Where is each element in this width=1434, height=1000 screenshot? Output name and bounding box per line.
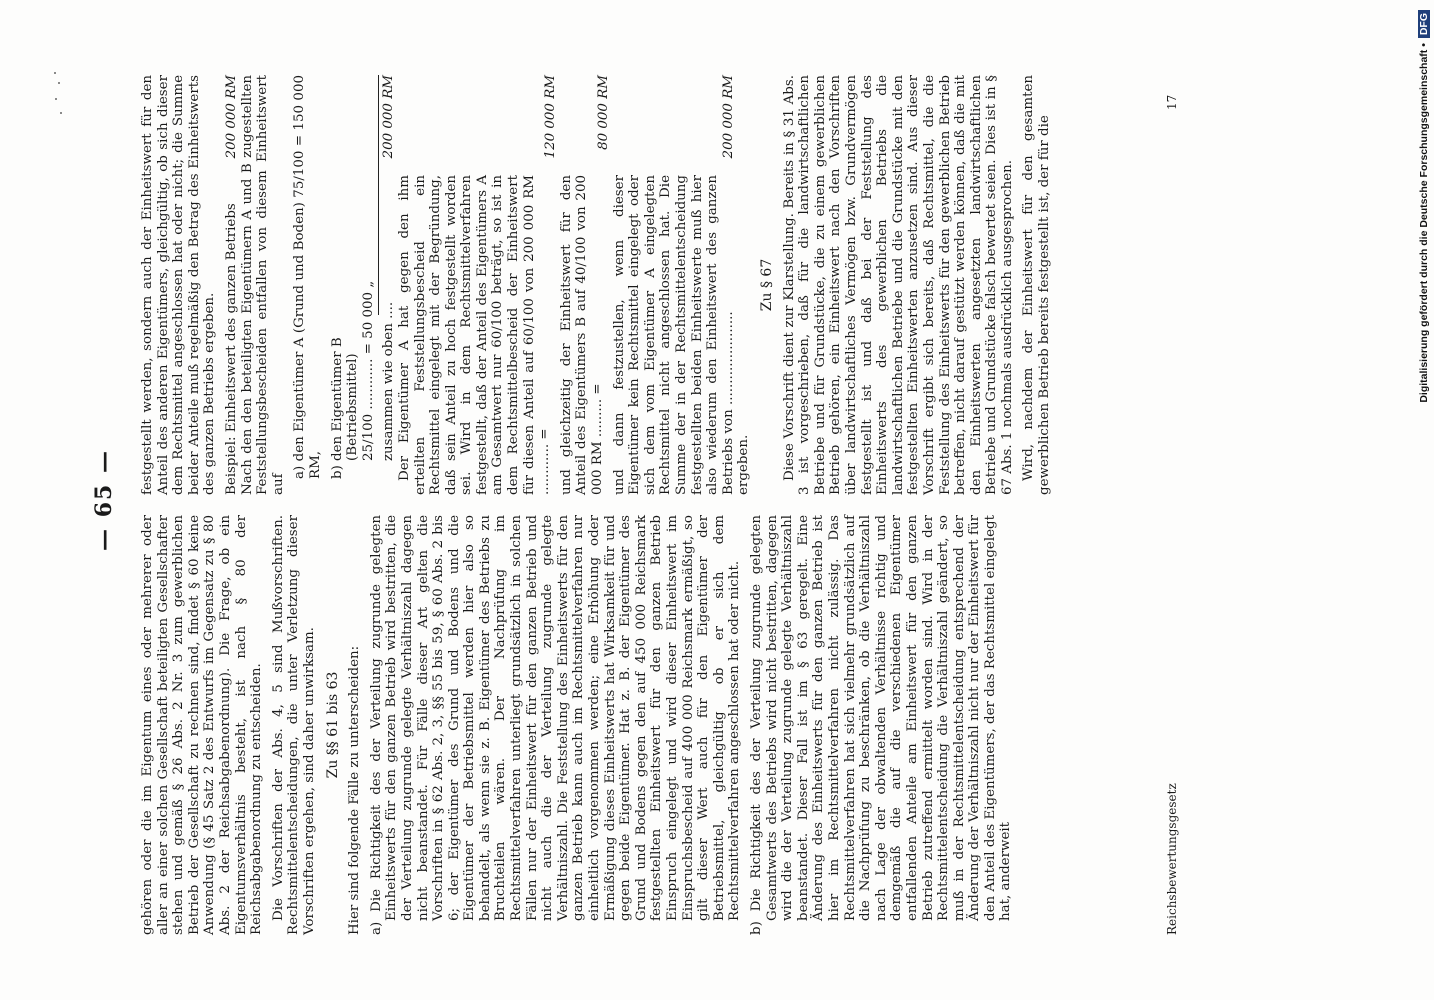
p3-amount: 80 000 RM	[596, 75, 612, 150]
p2-amount: 120 000 RM	[543, 75, 559, 159]
right-paragraph-5: Diese Vorschrift dient zur Klarstellung. Bereits in § 31 Abs. 3 ist vorgeschrieben, daß für die landwirtschaftlichen Betriebe und für Grundstücke, die zu einem gewerblichen Betrieb gehören, ein Einheitswert nach den Vorschriften über landwirtschaftliches Vermögen bzw. Grundvermögen festgestellt ist und daß bei der Feststellung des Einheitswerts des gewerblichen Betriebs die landwirtschaftlichen Betriebe und die Grundstücke mit den festgestellten Einheitswerten anzusetzen sind. Aus dieser Vorschrift ergibt sich bereits, daß Rechtsmittel, die die Feststellung des Einheitswerts für den gewerblichen Betrieb betreffen, nicht darauf gestützt werden können, daß die mit den Einheitswerten angesetzten landwirtschaftlichen Betriebe und Grundstücke falsch bewertet seien. Dies ist in § 67 Abs. 1 nochmals ausdrücklich ausgesprochen.	[781, 75, 1015, 495]
cases-intro: Hier sind folgende Fälle zu unterscheiden:	[347, 645, 363, 935]
section-heading-67: Zu § 67	[758, 258, 775, 312]
case-b: b) Die Richtigkeit des der Verteilung zugrunde gelegten Gesamtwerts des Betriebs wird nicht bestritten, dagegen wird die der Verteilung zugrunde gelegte Verhältniszahl beanstandet. Dieser Fall ist im § 63 geregelt. Eine Änderung des Einheitswerts für den ganzen Betrieb ist hier im Rechtsmittelverfahren nicht zulässig. Das Rechtsmittelverfahren hat sich vielmehr grundsätzlich auf die Nachprüfung zu beschränken, ob die Verhältniszahl nach Lage der obwaltenden Verhältnisse richtig und demgemäß die auf die verschiedenen Eigentümer entfallenden Anteile am Einheitswert für den ganzen Betrieb zutreffend ermittelt worden sind. Wird in der Rechtsmittelentscheidung die Verhältniszahl geändert, so muß in der Rechtsmittelentscheidung entsprechend der Änderung der Verhältniszahl nicht nur der Einheitswert für den Anteil des Eigentümers, der das Rechtsmittel eingelegt hat, anderweit	[748, 515, 1014, 935]
left-column	[140, 515, 1140, 935]
case-a: a) Die Richtigkeit des der Verteilung zugrunde gelegten Einheitswerts für den ganzen Betrieb wird bestritten, die der Verteilung zugrunde gelegte Verhältniszahl dagegen nicht beanstandet. Für Fälle dieser Art gelten die Vorschriften in § 62 Abs. 2, 3, §§ 55 bis 59, § 60 Abs. 2 bis 6; der Eigentümer des Grund und Bodens und die Eigentümer der Betriebsmittel werden hier also so behandelt, als wenn sie z. B. Eigentümer des Betriebs zu Bruchteilen wären. Der Nachprüfung im Rechtsmittelverfahren unterliegt grundsätzlich in solchen Fällen nur der Einheitswert für den ganzen Betrieb und nicht auch die der Verteilung zugrunde gelegte Verhältniszahl. Die Feststellung des Einheitswerts für den ganzen Betrieb kann auch im Rechtsmittelverfahren nur einheitlich vorgenommen werden; eine Erhöhung oder Ermäßigung dieses Einheitswerts hat Wirksamkeit für und gegen beide Eigentümer. Hat z. B. der Eigentümer des Grund und Bodens gegen den auf 450 000 Reichsmark festgestellten Einheitswert für den ganzen Betrieb Einspruch eingelegt und wird dieser Einheitswert im Einspruchsbescheid auf 400 000 Reichsmark ermäßigt, so gilt dieser Wert auch für den Eigentümer der Betriebsmittel, gleichgültig ob er sich dem Rechtsmittelverfahren angeschlossen hat oder nicht.	[368, 515, 743, 935]
footer-signature: Reichsbewertungsgesetz	[1165, 783, 1179, 935]
right-paragraph-6: Wird, nachdem der Einheitswert für den gesamten gewerblichen Betrieb bereits festgestellt ist, der für die	[1021, 75, 1053, 495]
example-b-line-3: 25/100 ............ = 50 000 „	[360, 280, 376, 461]
dfg-funding-text: Digitalisierung gefördert durch die Deutsche Forschungsgemeinschaft •	[1418, 43, 1430, 403]
example-b-line-1: b) den Eigentümer B	[329, 337, 345, 479]
dfg-logo-badge: DFG	[1418, 10, 1430, 38]
sum-line	[381, 75, 397, 495]
right-paragraph-4-end: ergeben.	[736, 434, 752, 495]
sum-amount: 200 000 RM	[381, 75, 397, 159]
example-label: Beispiel: Einheitswert des ganzen Betriebs	[223, 203, 239, 495]
example-total-line	[224, 75, 240, 495]
p3-line	[559, 75, 612, 495]
footer-sheet-number: 17	[1165, 94, 1179, 110]
example-intro: Nach den den beteiligten Eigentümern A und B zugestellten Feststellungsbescheiden entfallen von diesem Einheitswert auf	[239, 75, 286, 495]
example-amount: 200 000 RM	[223, 75, 239, 159]
section-heading-61-63: Zu §§ 61 bis 63	[324, 671, 341, 779]
left-paragraph-2: Die Vorschriften der Abs. 4, 5 sind Mußvorschriften. Rechtsmittelentscheidungen, die unter Verletzung dieser Vorschriften ergehen, sind daher unwirksam.	[270, 515, 317, 935]
right-paragraph-4: und dann festzustellen, wenn dieser Eigentümer kein Rechtsmittel eingelegt oder sich dem vom Eigentümer A eingelegten Rechtsmittel nicht angeschlossen hat. Die Summe der in der Rechtsmittelentscheidung festgestellten beiden Einheitswerte muß hier also wiederum den Einheitswert des ganzen Betriebs von ......................	[611, 175, 736, 495]
example-a-line: a) den Eigentümer A (Grund und Boden) 75/100 = 150 000 RM,	[292, 75, 323, 479]
rotated-document-page	[85, 50, 1285, 950]
dfg-side-note	[1416, 12, 1434, 992]
p2-line	[397, 75, 559, 495]
sum-label: zusammen wie oben ....	[381, 301, 397, 461]
scan-specks	[52, 68, 64, 128]
sum-rule	[378, 75, 379, 315]
page-number-header: — 65 —	[91, 449, 117, 551]
p4-amount: 200 000 RM	[720, 75, 736, 159]
p4-line	[612, 75, 737, 495]
dfg-side-note-text	[1418, 10, 1434, 990]
right-paragraph-3: und gleichzeitig der Einheitswert für den Anteil des Eigentümers B auf 40/100 von 200 000 RM ......... =	[558, 175, 606, 495]
left-paragraph-1: gehören oder die im Eigentum eines oder mehrerer oder aller an einer solchen Gesellschaft beteiligten Gesellschafter stehen und gemäß § 26 Abs. 2 Nr. 3 zum gewerblichen Betrieb der Gesellschaft zu rechnen sind, findet § 60 keine Anwendung (§ 45 Satz 2 des Entwurfs im Gegensatz zu § 80 Abs. 2 der Reichsabgabenordnung). Die Frage, ob ein Eigentumsverhältnis besteht, ist nach § 80 der Reichsabgabenordnung zu entscheiden.	[140, 515, 265, 935]
right-paragraph-2: Der Eigentümer A hat gegen den ihm erteilten Feststellungsbescheid ein Rechtsmittel eingelegt mit der Begründung, daß sein Anteil zu hoch festgestellt worden sei. Wird in dem Rechtsmittelverfahren festgestellt, daß der Anteil des Eigentümers A am Gesamtwert nur 60/100 beträgt, so ist in dem Rechtsmittelbescheid der Einheitswert für diesen Anteil auf 60/100 von 200 000 RM ............ =	[396, 175, 553, 495]
example-b-line-2: (Betriebsmittel)	[345, 353, 361, 461]
right-paragraph-1: festgestellt werden, sondern auch der Einheitswert für den Anteil des anderen Eigentümers, gleichgültig, ob sich dieser dem Rechtsmittel angeschlossen hat oder nicht; die Summe beider Anteile muß regelmäßig den Betrag des Einheitswerts des ganzen Betriebs ergeben.	[140, 75, 218, 495]
right-column	[140, 75, 1140, 495]
